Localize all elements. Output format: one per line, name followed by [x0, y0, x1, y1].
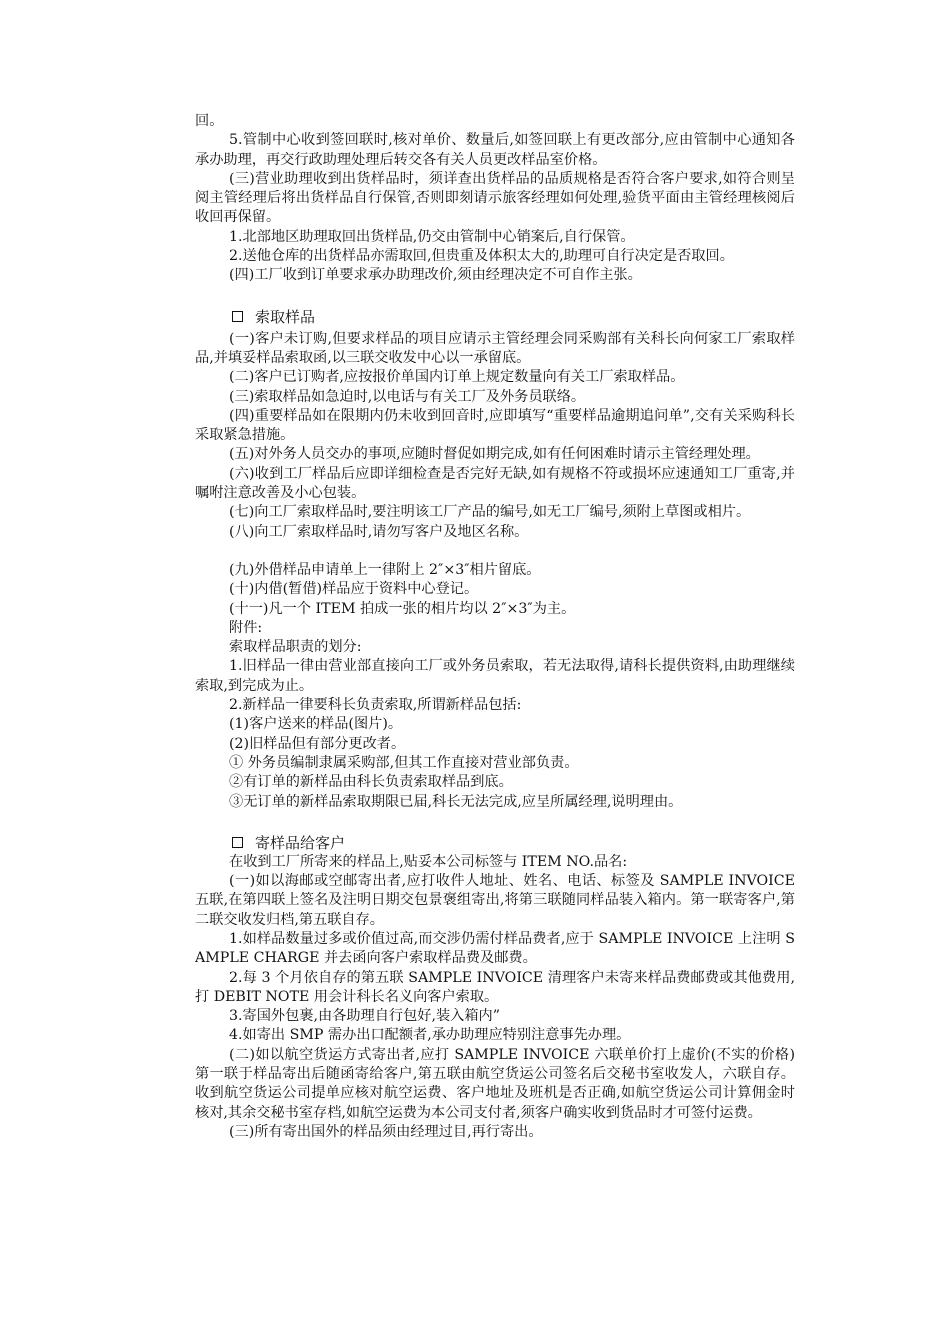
paragraph: 附件:	[229, 619, 263, 636]
section-heading-request	[195, 307, 795, 327]
spacer	[195, 812, 795, 833]
paragraph: (六)收到工厂样品后应即详细检查是否完好无缺,如有规格不符或损坏应速通知工厂重寄,并嘱咐注意改善及小心包装。	[195, 465, 795, 502]
paragraph: 5.管制中心收到签回联时,核对单价、数量后,如签回联上有更改部分,应由管制中心通知各承办助理，再交行政助理处理后转交各有关人员更改样品室价格。	[195, 132, 795, 168]
paragraph: (二)如以航空货运方式寄出者,应打 SAMPLE INVOICE 六联单价打上虚价(不实的价格)第一联于样品寄出后随函寄给客户,第五联由航空货运公司签名后交秘书室收发人，六联自存。收到航空货运公司提单应核对航空运费、客户地址及班机是否正确,如航空货运公司计算佣金时核对,其余交秘书室存档,如航空运费为本公司支付者,须客户确实收到货品时才可签付运费。	[195, 1046, 795, 1121]
paragraph: (十)内借(暂借)样品应于资料中心登记。	[229, 581, 479, 598]
paragraph: (一)客户未订购,但要求样品的项目应请示主管经理会同采购部有关科长向何家工厂索取样品,并填妥样品索取函,以三联交收发中心以一承留底。	[195, 330, 795, 366]
paragraph: 4.如寄出 SMP 需办出口配额者,承办助理应特别注意事先办理。	[229, 1027, 631, 1044]
paragraph: ① 外务员编制隶属采购部,但其工作直接对营业部负责。	[229, 754, 579, 771]
spacer	[195, 286, 795, 307]
paragraph: ③无订单的新样品索取期限已届,科长无法完成,应呈所属经理,说明理由。	[229, 793, 683, 810]
section-heading-send	[195, 833, 795, 853]
paragraph: 在收到工厂所寄来的样品上,贴妥本公司标签与 ITEM NO.品名:	[229, 853, 628, 870]
paragraph: (三)营业助理收到出货样品时，须详查出货样品的品质规格是否符合客户要求,如符合则呈阅主管经理后将出货样品自行保管,否则即刻请示旅客经理如何处理,验货平面由主管经理核阅后收回再保留。	[195, 170, 795, 226]
paragraph: (五)对外务人员交办的事项,应随时督促如期完成,如有任何困难时请示主管经理处理。	[229, 446, 760, 463]
paragraph: (三)索取样品如急迫时,以电话与有关工厂及外务员联络。	[229, 388, 586, 405]
checkbox-icon	[232, 311, 243, 322]
paragraph: 2.每 3 个月依自存的第五联 SAMPLE INVOICE 清理客户未寄来样品费邮费或其他费用,打 DEBIT NOTE 用会计科长名义向客户索取。	[195, 969, 795, 1005]
paragraph: ②有订单的新样品由科长负责索取样品到底。	[229, 774, 513, 791]
paragraph: 1.旧样品一律由营业部直接向工厂或外务员索取，若无法取得,请科长提供资料,由助理继续索取,到完成为止。	[195, 658, 795, 694]
checkbox-icon	[232, 837, 243, 848]
paragraph: 1.如样品数量过多或价值过高,而交涉仍需付样品费者,应于 SAMPLE INVOICE 上注明 SAMPLE CHARGE 并去函向客户索取样品费及邮费。	[195, 930, 795, 967]
paragraph: (十一)凡一个 ITEM 拍成一张的相片均以 2″×3″为主。	[229, 600, 576, 617]
paragraph: (八)向工厂索取样品时,请勿写客户及地区名称。	[229, 523, 529, 540]
paragraph: 回。	[195, 113, 224, 129]
document-page	[195, 112, 795, 1142]
section-heading-text: 寄样品给客户	[255, 833, 346, 852]
paragraph: 1.北部地区助理取回出货样品,仍交由管制中心销案后,自行保管。	[229, 228, 635, 245]
paragraph: 2.送他仓库的出货样品亦需取回,但贵重及体积太大的,助理可自行决定是否取回。	[229, 248, 734, 265]
paragraph: (四)重要样品如在限期内仍未收到回音时,应即填写“重要样品逾期追问单”,交有关采购科长采取紧急措施。	[195, 407, 795, 444]
paragraph: (1)客户送来的样品(图片)。	[229, 716, 403, 733]
section-heading-text: 索取样品	[255, 307, 316, 326]
paragraph: (三)所有寄出国外的样品须由经理过目,再行寄出。	[229, 1123, 543, 1140]
paragraph: (七)向工厂索取样品时,要注明该工厂产品的编号,如无工厂编号,须附上草图或相片。	[229, 504, 751, 521]
paragraph: 2.新样品一律要科长负责索取,所谓新样品包括:	[229, 697, 522, 714]
paragraph: (2)旧样品但有部分更改者。	[229, 735, 406, 752]
spacer	[195, 542, 795, 561]
paragraph: (四)工厂收到订单要求承办助理改价,须由经理决定不可自作主张。	[229, 267, 642, 284]
paragraph: (二)客户已订购者,应按报价单国内订单上规定数量向有关工厂索取样品。	[229, 369, 685, 386]
paragraph: 索取样品职责的划分:	[229, 639, 362, 656]
paragraph: 3.寄国外包裹,由各助理自行包好,装入箱内”	[229, 1008, 500, 1025]
paragraph: (九)外借样品申请单上一律附上 2″×3″相片留底。	[229, 561, 541, 578]
paragraph: (一)如以海邮或空邮寄出者,应打收件人地址、姓名、电话、标签及 SAMPLE INVOICE 五联,在第四联上签名及注明日期交包景褒组寄出,将第三联随同样品装入箱内。第一联寄客户,第二联交收发归档,第五联自存。	[195, 873, 795, 928]
